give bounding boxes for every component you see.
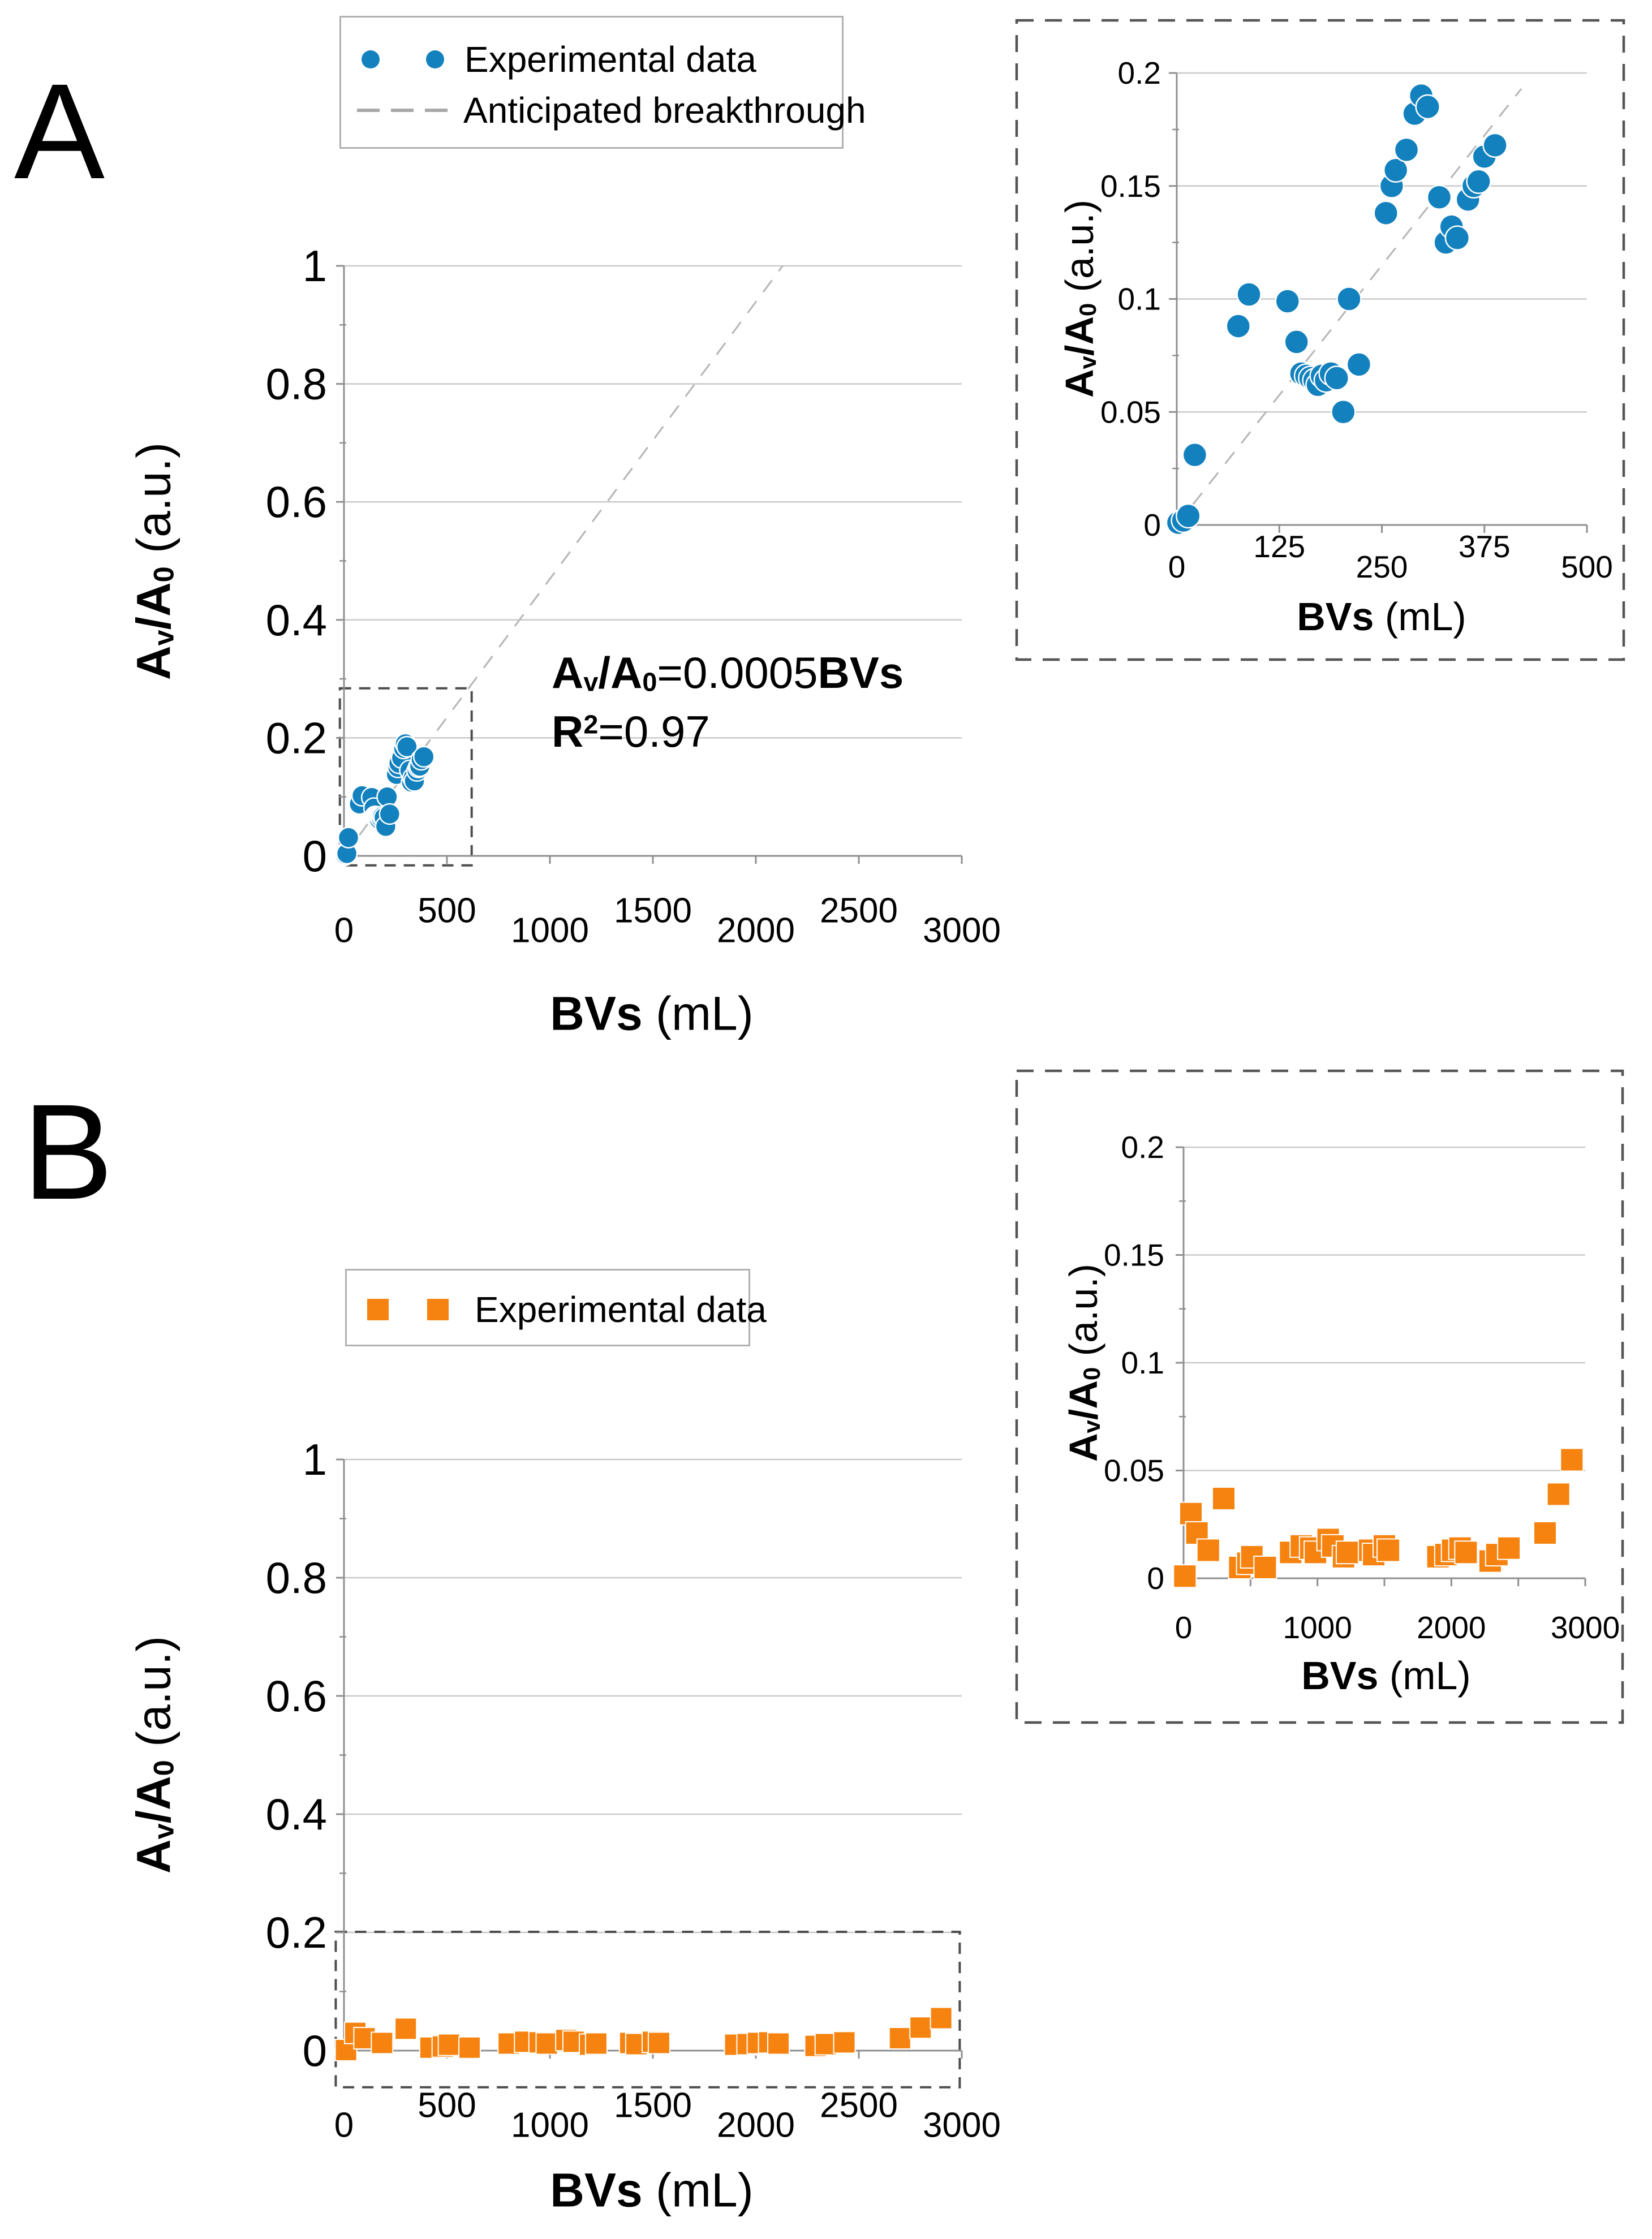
text-segment: R [552, 706, 584, 756]
data-point [1445, 226, 1469, 250]
data-point [1212, 1487, 1235, 1510]
data-point [1467, 170, 1491, 193]
x-tick-label: 0 [1168, 549, 1186, 584]
y-tick-label: 0 [1147, 1561, 1164, 1596]
x-tick-label: 0 [334, 911, 354, 950]
data-point [371, 2032, 393, 2053]
text-segment: 2 [583, 709, 599, 739]
text-segment: /A [1061, 1380, 1105, 1420]
x-tick-label: 2000 [717, 2105, 795, 2145]
y-tick-label: 0.2 [265, 1908, 327, 1957]
text-segment: /A [127, 1776, 180, 1824]
text-segment: /A [1057, 316, 1102, 356]
data-point [1374, 201, 1398, 225]
text-segment: BVs [1297, 595, 1374, 639]
data-point [1183, 443, 1207, 467]
text-segment: A [127, 1839, 180, 1874]
text-segment: (mL) [1374, 595, 1466, 639]
text-segment: 0 [1074, 303, 1102, 317]
text-segment: (a.u.) [1061, 1263, 1105, 1367]
data-point [1395, 138, 1418, 162]
y-tick-label: 0.6 [265, 1671, 327, 1721]
y-tick-label: 0.1 [1117, 281, 1161, 317]
text-segment: (mL) [1378, 1654, 1471, 1698]
text-segment: BVs [1301, 1654, 1379, 1698]
text-segment: A [127, 645, 180, 681]
zoom-region-rect [335, 1932, 960, 2087]
text-segment: =0.97 [598, 706, 710, 756]
data-point [1176, 504, 1200, 528]
y-tick-label: 0.15 [1103, 1237, 1164, 1273]
data-point [889, 2027, 911, 2049]
x-tick-label: 0 [1175, 1610, 1193, 1645]
data-point [1173, 1565, 1196, 1587]
x-tick-label: 2000 [717, 911, 795, 950]
text-segment: /A [598, 648, 643, 697]
square-marker-icon [367, 1299, 389, 1320]
x-tick-label: 2500 [820, 2086, 898, 2125]
data-point [834, 2031, 855, 2053]
text-segment: 0 [147, 1760, 180, 1776]
x-tick-label: 2000 [1417, 1610, 1486, 1645]
x-tick-label: 0 [334, 2105, 354, 2145]
data-point [1483, 134, 1507, 157]
dashed-line-sample-icon [391, 109, 414, 112]
legend-item-experimental-data-b [347, 1271, 767, 1348]
text-segment: BVs [818, 648, 904, 697]
text-segment: (mL) [642, 987, 754, 1040]
y-tick-label: 0.1 [1121, 1345, 1164, 1380]
y-tick-label: 0.2 [265, 713, 327, 763]
data-point [1197, 1539, 1220, 1561]
y-tick-label: 1 [302, 1435, 327, 1484]
y-tick-label: 0.8 [265, 1553, 327, 1603]
data-point [586, 2033, 607, 2054]
x-tick-label: 1000 [511, 911, 589, 950]
data-point [459, 2037, 480, 2059]
y-tick-label: 0.6 [265, 477, 327, 527]
x-tick-label: 375 [1458, 529, 1511, 564]
data-point [1227, 314, 1250, 338]
text-segment: BVs [550, 2163, 643, 2217]
x-axis-label-panel-b-main [550, 2163, 753, 2218]
legend-panel-b [345, 1269, 767, 1346]
x-axis-label-panel-a-main [550, 987, 753, 1041]
y-tick-label: 0.2 [1117, 55, 1161, 91]
data-point [1347, 352, 1371, 376]
text-segment: /A [127, 582, 180, 630]
data-point [1331, 400, 1355, 424]
data-point [1416, 95, 1440, 119]
text-segment: 0 [147, 566, 180, 583]
x-tick-label: 500 [1561, 549, 1613, 584]
circle-marker-icon [362, 50, 380, 68]
legend-label: Experimental data [475, 1289, 767, 1330]
x-tick-label: 2500 [820, 891, 898, 931]
data-point [338, 828, 359, 848]
text-segment: (a.u.) [127, 1635, 180, 1760]
text-segment: A [1061, 1433, 1105, 1462]
x-tick-label: 250 [1356, 549, 1408, 584]
data-point [1560, 1448, 1583, 1471]
data-point [536, 2033, 558, 2054]
legend-label: Anticipated breakthrough [463, 90, 866, 131]
fit-r-squared [552, 703, 904, 761]
text-segment: v [1078, 1420, 1105, 1433]
panel-a-label: A [14, 55, 105, 207]
text-segment: =0.0005 [657, 648, 818, 697]
text-segment: v [1074, 356, 1102, 369]
data-point [648, 2032, 670, 2053]
x-tick-label: 3000 [1550, 1610, 1620, 1645]
data-point [1276, 289, 1300, 313]
x-tick-label: 1500 [614, 891, 692, 931]
data-point [768, 2033, 789, 2054]
x-axis-label-panel-a-inset [1297, 594, 1466, 639]
text-segment: 0 [1078, 1367, 1105, 1381]
y-tick-label: 0.05 [1100, 394, 1161, 430]
square-marker-icon [427, 1299, 449, 1320]
data-point [1336, 1541, 1359, 1564]
inset-border [1017, 20, 1624, 660]
data-point [1377, 1539, 1400, 1561]
y-tick-label: 0.15 [1100, 168, 1161, 204]
data-point [414, 747, 434, 767]
data-point [1455, 1541, 1477, 1564]
dashed-line-sample-icon [357, 109, 380, 112]
data-point [1498, 1537, 1520, 1560]
x-tick-label: 500 [418, 2086, 476, 2125]
data-point [395, 2018, 416, 2039]
x-tick-label: 1000 [1283, 1610, 1352, 1645]
y-tick-label: 0.4 [265, 595, 327, 645]
data-point [438, 2034, 460, 2056]
data-point [1285, 330, 1309, 354]
text-segment: BVs [550, 987, 643, 1040]
legend-panel-a [339, 16, 866, 149]
legend-label: Experimental data [464, 39, 756, 80]
y-axis-label-panel-b-inset [1061, 1264, 1106, 1462]
y-tick-label: 1 [302, 241, 327, 291]
data-point [1325, 366, 1349, 390]
text-segment: v [147, 630, 180, 646]
data-point [910, 2017, 931, 2038]
data-point [1534, 1522, 1556, 1544]
legend-item-anticipated-breakthrough [341, 90, 866, 131]
data-point [1254, 1556, 1276, 1579]
y-tick-label: 0 [302, 831, 327, 881]
data-point [380, 804, 400, 824]
dashed-line-sample-icon [425, 109, 448, 112]
data-point [1547, 1483, 1570, 1505]
panel-b-label: B [23, 1076, 114, 1228]
x-tick-label: 1500 [614, 2086, 692, 2125]
x-tick-label: 3000 [923, 911, 1001, 950]
text-segment: (mL) [642, 2163, 754, 2217]
text-segment: v [583, 667, 599, 697]
y-tick-label: 0 [302, 2026, 327, 2076]
text-segment: (a.u.) [1057, 199, 1102, 303]
y-tick-label: 0.2 [1121, 1130, 1164, 1165]
text-segment: v [147, 1823, 180, 1840]
data-point [931, 2008, 952, 2029]
data-point [1427, 186, 1451, 209]
data-point [1237, 283, 1261, 307]
text-segment: (a.u.) [127, 442, 180, 567]
fit-equation [552, 644, 904, 703]
legend-item-experimental-data-a [341, 39, 842, 80]
y-tick-label: 0 [1143, 507, 1161, 542]
y-tick-label: 0.4 [265, 1789, 327, 1839]
y-tick-label: 0.8 [265, 359, 327, 409]
y-tick-label: 0.05 [1103, 1453, 1164, 1488]
y-axis-label-panel-a-inset [1057, 200, 1102, 398]
data-point [1337, 287, 1361, 311]
text-segment: A [1057, 369, 1102, 398]
x-axis-label-panel-b-inset [1301, 1653, 1470, 1698]
text-segment: A [552, 648, 584, 697]
x-tick-label: 3000 [923, 2105, 1001, 2145]
y-axis-label-panel-a-main [127, 442, 182, 680]
circle-marker-icon [426, 50, 444, 68]
fit-annotation [552, 644, 904, 761]
x-tick-label: 125 [1253, 529, 1306, 564]
text-segment: 0 [642, 667, 657, 697]
x-tick-label: 500 [418, 891, 476, 931]
x-tick-label: 1000 [511, 2105, 589, 2145]
y-axis-label-panel-b-main [127, 1636, 182, 1874]
